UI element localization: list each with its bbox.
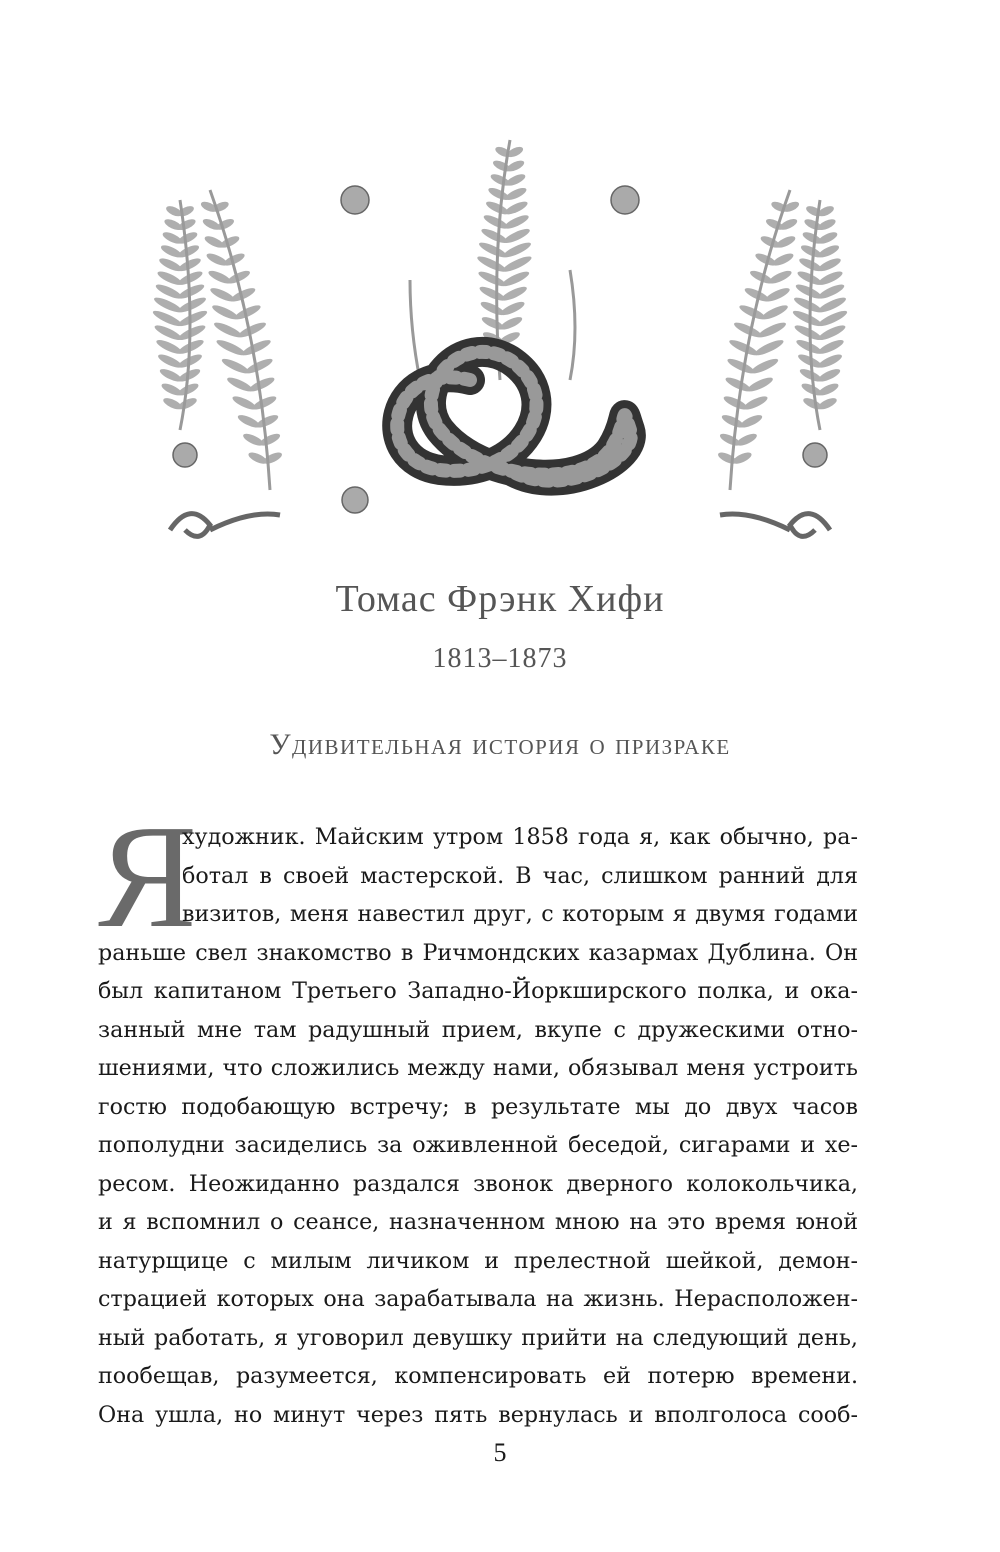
page-number: 5 [493,1438,507,1467]
text-line: страцией которых она зарабатывала на жизнь. Нерасположен- [98,1286,858,1312]
text-line: Она ушла, но минут через пять вернулась и вполголоса сооб- [98,1401,858,1428]
story-title: Удивительная история о призраке [269,728,731,761]
ferns-snake-illustration [140,130,860,560]
text-line: пообещав, разумеется, компенсировать ей потерю времени. [98,1363,858,1389]
text-line: гостю подобающую встречу; в результате мы до двух часов [98,1093,858,1120]
text-line: художник. Майским утром 1858 года я, как обычно, ра- [182,824,858,850]
drop-cap: Я [98,795,197,959]
author-years: 1813–1873 [432,643,568,674]
text-line: занный мне там радушный прием, вкупе с дружескими отно- [98,1016,858,1043]
text-line: ресом. Неожиданно раздался звонок дверного колокольчика, [98,1170,858,1197]
text-line: ботал в своей мастерской. В час, слишком ранний для [182,862,858,889]
text-line: и я вспомнил о сеансе, назначенном мною на это время юной [98,1209,858,1235]
text-line: натурщице с милым личиком и прелестной шейкой, демон- [98,1247,858,1274]
text-line: раньше свел знакомство в Ричмондских казармах Дублина. Он [98,939,858,966]
text-line: был капитаном Третьего Западно-Йоркширского полка, и ока- [98,978,858,1004]
author-name: Томас Фрэнк Хифи [335,578,665,620]
text-line: шениями, что сложились между нами, обязывал меня устроить [98,1055,858,1081]
text-line: ный работать, я уговорил девушку прийти на следующий день, [98,1324,858,1351]
text-line: визитов, меня навестил друг, с которым я двумя годами [182,901,858,927]
ferns-snake-illustration-icon [140,130,860,560]
text-line: пополудни засиделись за оживленной беседой, сигарами и хе- [98,1132,858,1158]
